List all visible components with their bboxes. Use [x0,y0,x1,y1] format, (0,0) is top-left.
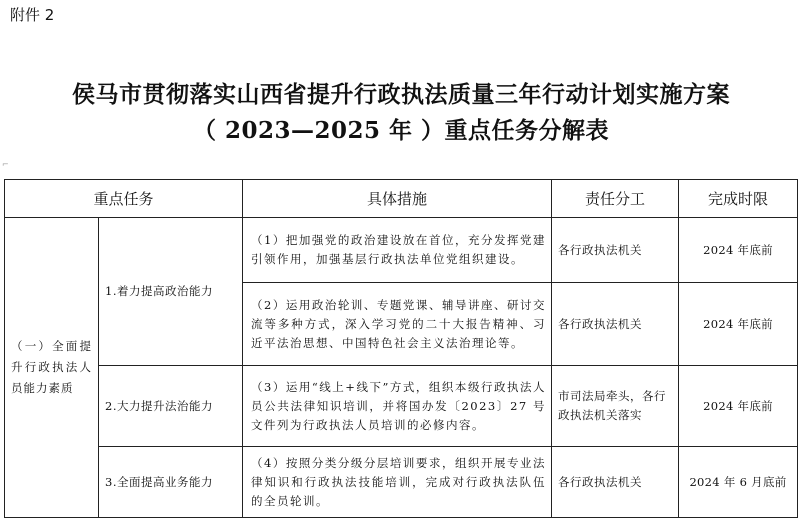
measure-cell: （3）运用“线上+线下”方式，组织本级行政执法人员公共法律知识培训，并将国办发〔2023〕27 号文件列为行政执法人员培训的必修内容。 [243,366,552,447]
responsibility-cell: 市司法局牵头，各行政执法机关落实 [552,366,679,447]
deadline-cell: 2024 年底前 [679,366,798,447]
table-corner-marker-icon: ⌐ [2,160,9,169]
task-cell: 1.着力提高政治能力 [99,218,243,366]
task-cell: 3.全面提高业务能力 [99,447,243,518]
task-breakdown-table [4,179,798,518]
table-row [5,218,798,283]
deadline-cell: 2024 年底前 [679,218,798,283]
header-deadline: 完成时限 [679,180,798,218]
deadline-cell: 2024 年 6 月底前 [679,447,798,518]
header-key-task: 重点任务 [5,180,243,218]
header-measures: 具体措施 [243,180,552,218]
responsibility-cell: 各行政执法机关 [552,218,679,283]
responsibility-cell: 各行政执法机关 [552,447,679,518]
category-cell: （一）全面提升行政执法人员能力素质 [5,218,99,518]
measure-cell: （2）运用政治轮训、专题党课、辅导讲座、研讨交流等多种方式，深入学习党的二十大报告精神、习近平法治思想、中国特色社会主义法治理论等。 [243,283,552,366]
responsibility-cell: 各行政执法机关 [552,283,679,366]
document-title-line2: （ 2023—2025 年 ）重点任务分解表 [192,117,610,144]
measure-cell: （4）按照分类分级分层培训要求，组织开展专业法律知识和行政执法技能培训，完成对行政执法队伍的全员轮训。 [243,447,552,518]
task-cell: 2.大力提升法治能力 [99,366,243,447]
measure-cell: （1）把加强党的政治建设放在首位，充分发挥党建引领作用，加强基层行政执法单位党组织建设。 [243,218,552,283]
table-row [5,447,798,518]
table-header-row [5,180,798,218]
attachment-label: 附件 2 [10,6,55,24]
header-responsibility: 责任分工 [552,180,679,218]
document-title-line1: 侯马市贯彻落实山西省提升行政执法质量三年行动计划实施方案 [72,81,730,108]
table-row [5,366,798,447]
deadline-cell: 2024 年底前 [679,283,798,366]
